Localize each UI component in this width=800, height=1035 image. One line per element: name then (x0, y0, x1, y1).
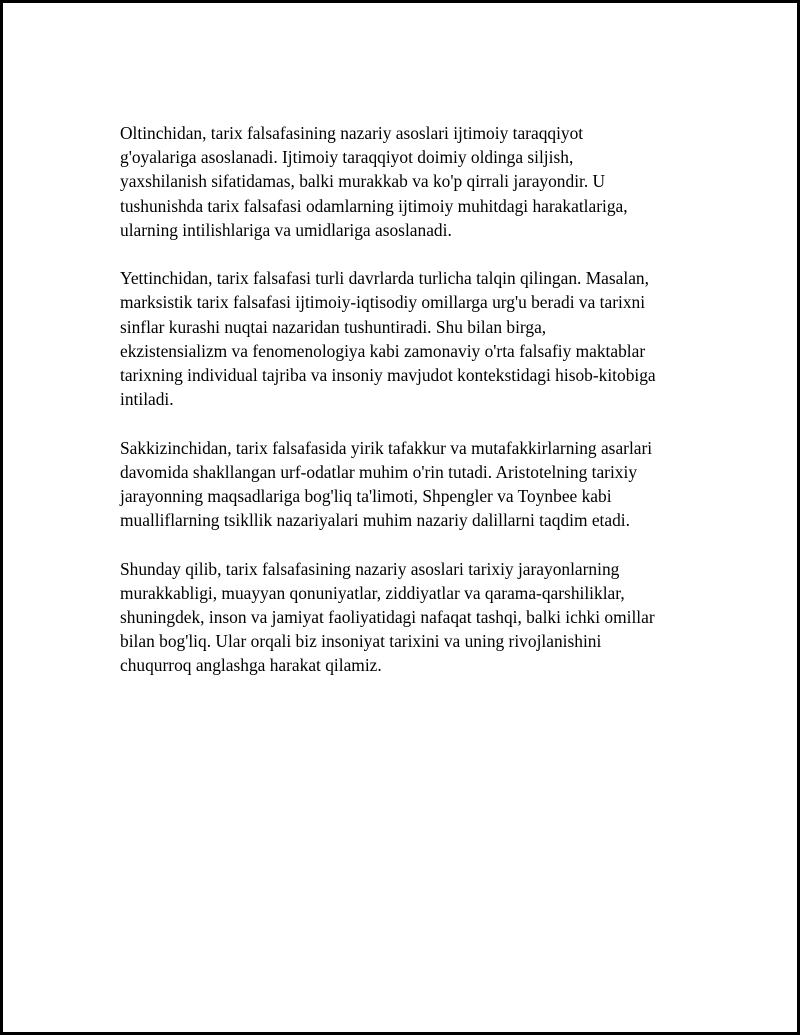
text-line: murakkabligi, muayyan qonuniyatlar, ziddiyatlar va qarama-qarshiliklar, (120, 582, 625, 603)
text-line: shuningdek, inson va jamiyat faoliyatidagi nafaqat tashqi, balki ichki omillar (120, 607, 655, 628)
text-line: Sakkizinchidan, tarix falsafasida yirik tafakkur va mutafakkirlarning asarlari (120, 437, 653, 458)
paragraph-3 (120, 436, 700, 533)
text-line: ekzistensializm va fenomenologiya kabi zamonaviy o'rta falsafiy maktablar (120, 340, 646, 361)
text-line: davomida shakllangan urf-odatlar muhim o'rin tutadi. Aristotelning tarixiy (120, 461, 638, 482)
text-line: intiladi. (120, 389, 174, 410)
document-body (120, 121, 700, 702)
text-line: mualliflarning tsikllik nazariyalari muhim nazariy dalillarni taqdim etadi. (120, 510, 630, 531)
text-line: tarixning individual tajriba va insoniy mavjudot kontekstidagi hisob-kitobiga (120, 365, 656, 386)
text-line: sinflar kurashi nuqtai nazaridan tushuntiradi. Shu bilan birga, (120, 316, 547, 337)
text-line: marksistik tarix falsafasi ijtimoiy-iqtisodiy omillarga urg'u beradi va tarixni (120, 292, 646, 313)
text-line: Shunday qilib, tarix falsafasining nazariy asoslari tarixiy jarayonlarning (120, 558, 620, 579)
text-line: yaxshilanish sifatidamas, balki murakkab va ko'p qirrali jarayondir. U (120, 171, 606, 192)
text-line: tushunishda tarix falsafasi odamlarning ijtimoiy muhitdagi harakatlariga, (120, 195, 628, 216)
text-line: jarayonning maqsadlariga bog'liq ta'limoti, Shpengler va Toynbee kabi (120, 486, 612, 507)
paragraph-4 (120, 557, 700, 678)
text-line: bilan bog'liq. Ular orqali biz insoniyat tarixini va uning rivojlanishini (120, 631, 602, 652)
text-line: ularning intilishlariga va umidlariga asoslanadi. (120, 219, 452, 240)
paragraph-1 (120, 121, 700, 242)
text-line: chuqurroq anglashga harakat qilamiz. (120, 655, 382, 676)
text-line: g'oyalariga asoslanadi. Ijtimoiy taraqqiyot doimiy oldinga siljish, (120, 147, 574, 168)
text-line: Yettinchidan, tarix falsafasi turli davrlarda turlicha talqin qilingan. Masalan, (120, 268, 649, 289)
text-line: Oltinchidan, tarix falsafasining nazariy asoslari ijtimoiy taraqqiyot (120, 123, 584, 143)
paragraph-2 (120, 266, 700, 411)
